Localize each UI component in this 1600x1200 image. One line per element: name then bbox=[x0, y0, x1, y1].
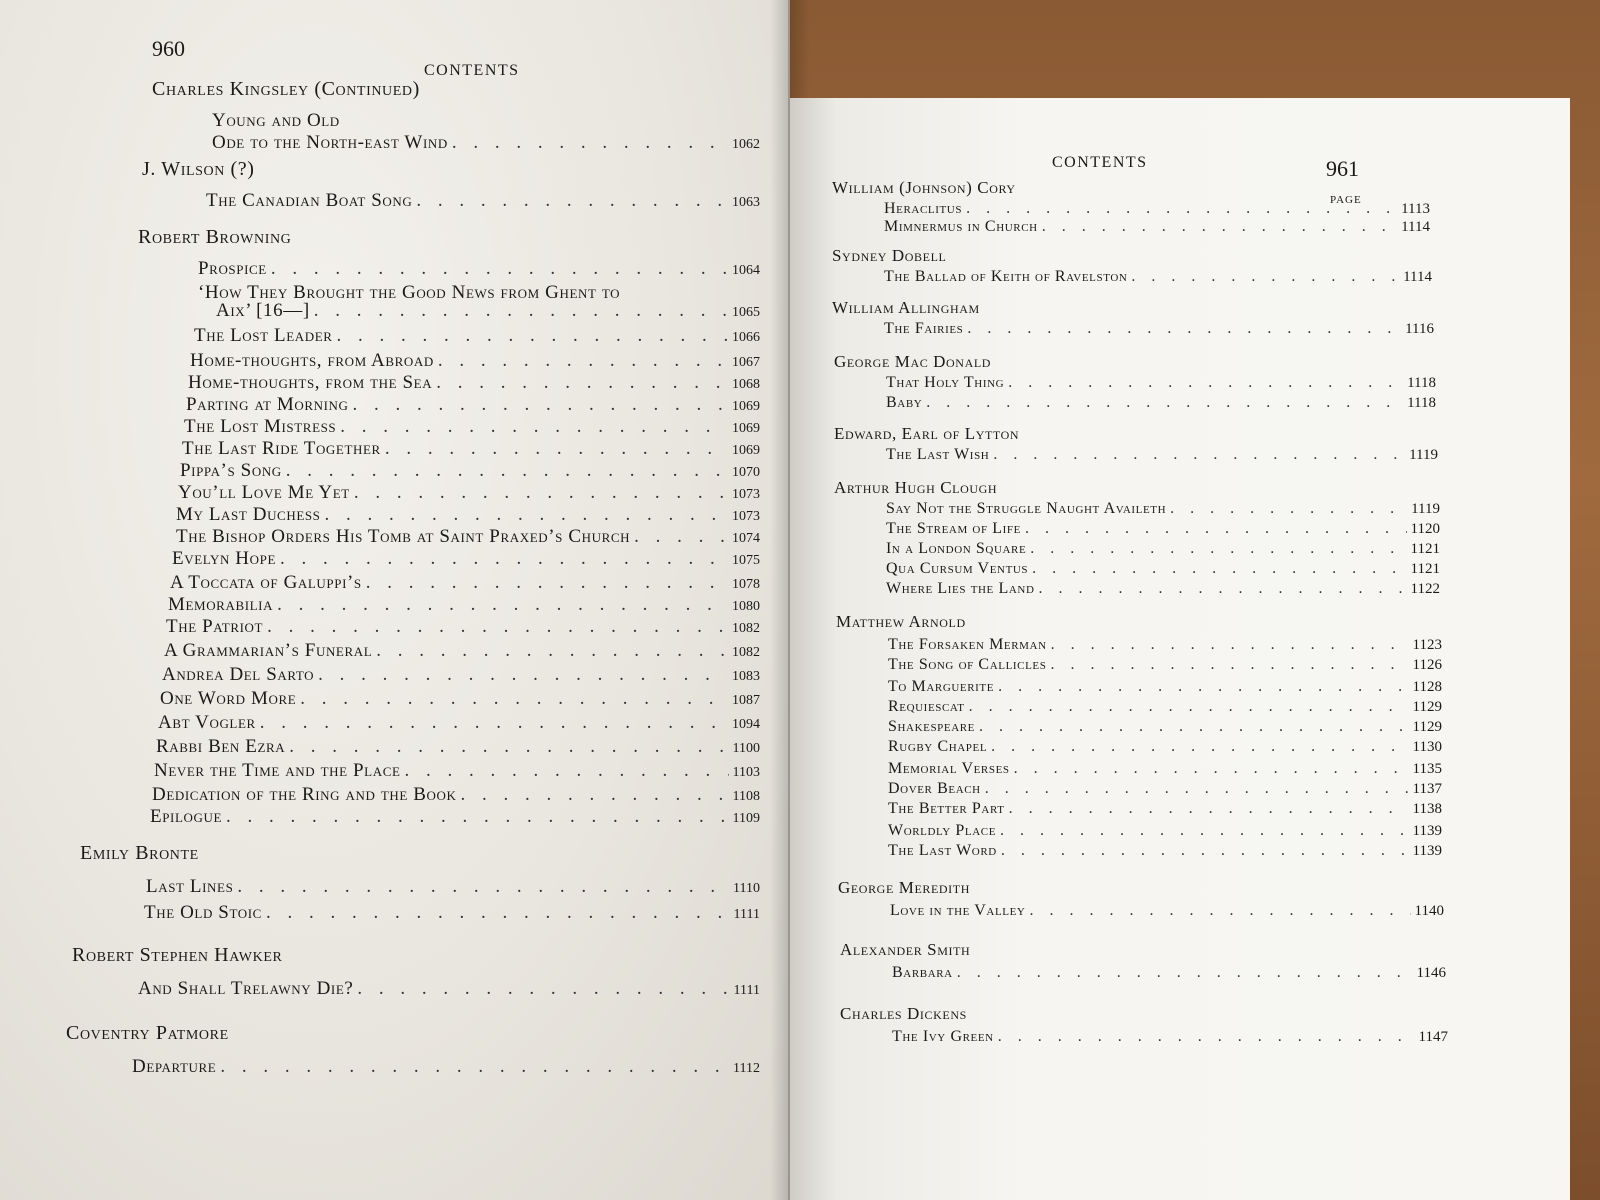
page-ref: 1109 bbox=[732, 811, 760, 826]
poem-title: The Stream of Life bbox=[886, 520, 1021, 537]
toc-entry bbox=[154, 760, 760, 782]
dot-leader bbox=[300, 688, 728, 710]
dot-leader bbox=[966, 200, 1397, 218]
dot-leader bbox=[1000, 822, 1409, 840]
toc-entry bbox=[886, 560, 1440, 578]
poem-title: ‘How They Brought the Good News from Ghent to bbox=[198, 282, 621, 303]
page-ref: 1128 bbox=[1412, 679, 1442, 695]
dot-leader bbox=[260, 712, 728, 734]
page-ref: 1129 bbox=[1412, 719, 1442, 735]
poem-title: Never the Time and the Place bbox=[154, 760, 401, 781]
toc-entry bbox=[160, 688, 760, 710]
poem-title: Shakespeare bbox=[888, 718, 976, 735]
author-name: Edward, Earl of Lytton bbox=[834, 424, 1020, 443]
dot-leader bbox=[271, 258, 728, 280]
toc-entry bbox=[198, 258, 760, 280]
poem-title: Departure bbox=[132, 1056, 217, 1077]
poem-title: Mimnermus in Church bbox=[884, 218, 1038, 235]
author-name: William (Johnson) Cory bbox=[832, 178, 1016, 197]
dot-leader bbox=[967, 320, 1401, 338]
toc-entry bbox=[884, 320, 1434, 338]
toc-entry bbox=[886, 540, 1440, 558]
dot-leader bbox=[1029, 902, 1410, 920]
poem-title: In a London Square bbox=[886, 540, 1027, 557]
toc-entry bbox=[176, 526, 760, 548]
toc-entry bbox=[212, 110, 760, 132]
page-ref: 1126 bbox=[1412, 657, 1442, 673]
toc-entry bbox=[884, 218, 1430, 236]
page-ref: 1067 bbox=[732, 355, 760, 370]
page-ref: 1130 bbox=[1412, 739, 1442, 755]
toc-entry bbox=[188, 372, 760, 394]
poem-title: The Canadian Boat Song bbox=[206, 190, 413, 211]
dot-leader bbox=[438, 350, 728, 372]
dot-leader bbox=[267, 616, 728, 638]
page-ref: 1114 bbox=[1401, 219, 1430, 235]
toc-entry bbox=[166, 616, 760, 638]
poem-title: That Holy Thing bbox=[886, 374, 1005, 391]
toc-entry bbox=[886, 394, 1436, 412]
page-ref: 1123 bbox=[1412, 637, 1442, 653]
dot-leader bbox=[1030, 540, 1406, 558]
author-name: J. Wilson (?) bbox=[142, 158, 255, 180]
toc-entry bbox=[146, 876, 760, 898]
page-ref: 1069 bbox=[732, 443, 760, 458]
dot-leader bbox=[634, 526, 728, 548]
poem-title: Heraclitus bbox=[884, 200, 963, 217]
poem-title: Memorabilia bbox=[168, 594, 274, 615]
toc-entry bbox=[212, 132, 760, 154]
poem-title: The Last Ride Together bbox=[182, 438, 381, 459]
dot-leader bbox=[405, 760, 729, 782]
dot-leader bbox=[1032, 560, 1406, 578]
author-name: Charles Kingsley (Continued) bbox=[152, 78, 420, 100]
toc-entry bbox=[216, 300, 760, 322]
author-name: Charles Dickens bbox=[840, 1004, 967, 1023]
poem-title: To Marguerite bbox=[888, 678, 995, 695]
dot-leader bbox=[266, 902, 730, 924]
page-ref: 1111 bbox=[733, 983, 760, 998]
page-ref: 1069 bbox=[732, 399, 760, 414]
page-ref: 1069 bbox=[732, 421, 760, 436]
dot-leader bbox=[1131, 268, 1399, 286]
dot-leader bbox=[985, 780, 1409, 798]
toc-entry bbox=[884, 268, 1432, 286]
page-ref: 1120 bbox=[1410, 521, 1440, 537]
dot-leader bbox=[1014, 760, 1409, 778]
toc-entry bbox=[176, 504, 760, 526]
poem-title: The Better Part bbox=[888, 800, 1005, 817]
poem-title: Where Lies the Land bbox=[886, 580, 1035, 597]
page-ref: 1103 bbox=[732, 765, 760, 780]
poem-title: Rugby Chapel bbox=[888, 738, 988, 755]
poem-title: Barbara bbox=[892, 964, 953, 981]
page-ref: 1118 bbox=[1407, 375, 1436, 391]
poem-title: Prospice bbox=[198, 258, 267, 279]
page-ref: 1147 bbox=[1418, 1029, 1448, 1045]
toc-entry bbox=[206, 190, 760, 212]
dot-leader bbox=[998, 678, 1408, 696]
author-name: Robert Stephen Hawker bbox=[72, 944, 283, 966]
dot-leader bbox=[979, 718, 1409, 736]
toc-entry bbox=[888, 636, 1442, 654]
dot-leader bbox=[277, 594, 728, 616]
toc-entry bbox=[194, 325, 760, 347]
author-name: Matthew Arnold bbox=[836, 612, 966, 631]
dot-leader bbox=[337, 325, 728, 347]
poem-title: Young and Old bbox=[212, 110, 340, 131]
dot-leader bbox=[1050, 656, 1408, 674]
dot-leader bbox=[1170, 500, 1407, 518]
toc-entry bbox=[888, 678, 1442, 696]
poem-title: Parting at Morning bbox=[186, 394, 349, 415]
page-ref: 1066 bbox=[732, 330, 760, 345]
dot-leader bbox=[926, 394, 1403, 412]
page-ref: 1110 bbox=[733, 881, 760, 896]
page-ref: 1087 bbox=[732, 693, 760, 708]
page-ref: 1073 bbox=[732, 487, 760, 502]
poem-title: Abt Vogler bbox=[158, 712, 256, 733]
author-name: Arthur Hugh Clough bbox=[834, 478, 998, 497]
poem-title: Requiescat bbox=[888, 698, 965, 715]
page-ref: 1082 bbox=[732, 645, 760, 660]
page-ref: 1121 bbox=[1410, 541, 1440, 557]
poem-title: Dover Beach bbox=[888, 780, 981, 797]
page-ref: 1073 bbox=[732, 509, 760, 524]
poem-title: The Ballad of Keith of Ravelston bbox=[884, 268, 1128, 285]
page-ref: 1138 bbox=[1412, 801, 1442, 817]
page-ref: 1139 bbox=[1412, 823, 1442, 839]
toc-entry bbox=[888, 800, 1442, 818]
page-ref: 1068 bbox=[732, 377, 760, 392]
toc-entry bbox=[888, 656, 1442, 674]
toc-entry bbox=[888, 822, 1442, 840]
toc-entry bbox=[886, 446, 1438, 464]
dot-leader bbox=[280, 548, 728, 570]
poem-title: Memorial Verses bbox=[888, 760, 1010, 777]
dot-leader bbox=[286, 460, 728, 482]
toc-entry bbox=[886, 374, 1436, 392]
dot-leader bbox=[957, 964, 1413, 982]
poem-title: Ode to the North-east Wind bbox=[212, 132, 448, 153]
dot-leader bbox=[1001, 842, 1409, 860]
toc-entry bbox=[884, 200, 1430, 218]
dot-leader bbox=[376, 640, 728, 662]
page-ref: 1111 bbox=[733, 907, 760, 922]
page-ref: 1083 bbox=[732, 669, 760, 684]
dot-leader bbox=[1008, 374, 1403, 392]
poem-title: Love in the Valley bbox=[890, 902, 1026, 919]
toc-entry bbox=[888, 698, 1442, 716]
toc-entry bbox=[888, 760, 1442, 778]
toc-entry bbox=[888, 718, 1442, 736]
toc-entry bbox=[170, 572, 760, 594]
page-ref: 1135 bbox=[1412, 761, 1442, 777]
poem-title: Say Not the Struggle Naught Availeth bbox=[886, 500, 1167, 517]
dot-leader bbox=[353, 394, 728, 416]
poem-title: Qua Cursum Ventus bbox=[886, 560, 1029, 577]
toc-entry bbox=[892, 1028, 1448, 1046]
dot-leader bbox=[998, 1028, 1415, 1046]
toc-entry bbox=[144, 902, 760, 924]
toc-entry bbox=[182, 438, 760, 460]
author-name: Alexander Smith bbox=[840, 940, 971, 959]
dot-leader bbox=[1009, 800, 1409, 818]
right-page bbox=[790, 98, 1570, 1200]
dot-leader bbox=[357, 978, 729, 1000]
poem-title: Aix’ [16—] bbox=[216, 300, 310, 321]
toc-entry bbox=[888, 842, 1442, 860]
page-number: 961 bbox=[1326, 156, 1359, 181]
page-column-label: PAGE bbox=[1330, 194, 1362, 206]
author-name: George Mac Donald bbox=[834, 352, 992, 371]
page-ref: 1074 bbox=[732, 531, 760, 546]
page-ref: 1114 bbox=[1403, 269, 1432, 285]
dot-leader bbox=[325, 504, 728, 526]
toc-entry bbox=[886, 580, 1440, 598]
poem-title: The Lost Mistress bbox=[184, 416, 337, 437]
left-page bbox=[0, 0, 790, 1200]
toc-entry bbox=[158, 712, 760, 734]
page-ref: 1064 bbox=[732, 263, 760, 278]
toc-entry bbox=[892, 964, 1446, 982]
poem-title: A Toccata of Galuppi’s bbox=[170, 572, 362, 593]
author-name: George Meredith bbox=[838, 878, 970, 897]
page-ref: 1070 bbox=[732, 465, 760, 480]
poem-title: The Last Word bbox=[888, 842, 997, 859]
page-ref: 1137 bbox=[1412, 781, 1442, 797]
poem-title: Evelyn Hope bbox=[172, 548, 276, 569]
toc-entry bbox=[180, 460, 760, 482]
toc-entry bbox=[156, 736, 760, 758]
left-page-content bbox=[0, 0, 790, 1200]
toc-entry bbox=[886, 520, 1440, 538]
page-header: CONTENTS bbox=[1052, 154, 1148, 171]
page-ref: 1094 bbox=[732, 717, 760, 732]
toc-entry bbox=[162, 664, 760, 686]
toc-entry bbox=[888, 780, 1442, 798]
author-name: Sydney Dobell bbox=[832, 246, 947, 265]
toc-entry bbox=[152, 784, 760, 806]
page-header: CONTENTS bbox=[424, 62, 520, 79]
dot-leader bbox=[1051, 636, 1409, 654]
page-ref: 1139 bbox=[1412, 843, 1442, 859]
page-ref: 1119 bbox=[1411, 501, 1440, 517]
poem-title: And Shall Trelawny Die? bbox=[138, 978, 354, 999]
page-ref: 1082 bbox=[732, 621, 760, 636]
poem-title: The Ivy Green bbox=[892, 1028, 994, 1045]
page-ref: 1146 bbox=[1416, 965, 1446, 981]
page-ref: 1080 bbox=[732, 599, 760, 614]
page-ref: 1113 bbox=[1401, 201, 1430, 217]
page-ref: 1108 bbox=[732, 789, 760, 804]
toc-entry bbox=[890, 902, 1444, 920]
poem-title: Worldly Place bbox=[888, 822, 997, 839]
toc-entry bbox=[886, 500, 1440, 518]
author-name: Coventry Patmore bbox=[66, 1022, 229, 1044]
poem-title: The Patriot bbox=[166, 616, 264, 637]
page-number: 960 bbox=[152, 36, 185, 61]
dot-leader bbox=[314, 300, 728, 322]
dot-leader bbox=[460, 784, 728, 806]
poem-title: The Forsaken Merman bbox=[888, 636, 1047, 653]
toc-entry bbox=[172, 548, 760, 570]
page-ref: 1121 bbox=[1410, 561, 1440, 577]
dot-leader bbox=[416, 190, 728, 212]
page-ref: 1075 bbox=[732, 553, 760, 568]
dot-leader bbox=[991, 738, 1408, 756]
poem-title: The Bishop Orders His Tomb at Saint Praxed’s Church bbox=[176, 526, 631, 547]
page-ref: 1122 bbox=[1410, 581, 1440, 597]
poem-title: Epilogue bbox=[150, 806, 223, 827]
poem-title: Last Lines bbox=[146, 876, 234, 897]
toc-entry bbox=[178, 482, 760, 504]
poem-title: Andrea Del Sarto bbox=[162, 664, 315, 685]
dot-leader bbox=[354, 482, 728, 504]
page-ref: 1116 bbox=[1405, 321, 1434, 337]
toc-entry bbox=[138, 978, 760, 1000]
page-ref: 1065 bbox=[732, 305, 760, 320]
poem-title: My Last Duchess bbox=[176, 504, 321, 525]
dot-leader bbox=[340, 416, 728, 438]
dot-leader bbox=[1025, 520, 1407, 538]
dot-leader bbox=[226, 806, 729, 828]
page-ref: 1063 bbox=[732, 195, 760, 210]
toc-entry bbox=[190, 350, 760, 372]
poem-title: A Grammarian’s Funeral bbox=[164, 640, 373, 661]
dot-leader bbox=[436, 372, 728, 394]
page-ref: 1062 bbox=[732, 137, 760, 152]
dot-leader bbox=[289, 736, 728, 758]
dot-leader bbox=[366, 572, 728, 594]
dot-leader bbox=[237, 876, 729, 898]
toc-entry bbox=[888, 738, 1442, 756]
page-ref: 1119 bbox=[1409, 447, 1438, 463]
toc-entry bbox=[168, 594, 760, 616]
dot-leader bbox=[993, 446, 1405, 464]
poem-title: Dedication of the Ring and the Book bbox=[152, 784, 457, 805]
poem-title: One Word More bbox=[160, 688, 297, 709]
page-ref: 1129 bbox=[1412, 699, 1442, 715]
dot-leader bbox=[220, 1056, 729, 1078]
dot-leader bbox=[1038, 580, 1406, 598]
poem-title: The Fairies bbox=[884, 320, 964, 337]
poem-title: The Song of Callicles bbox=[888, 656, 1047, 673]
dot-leader bbox=[318, 664, 728, 686]
poem-title: Rabbi Ben Ezra bbox=[156, 736, 286, 757]
poem-title: Home-thoughts, from Abroad bbox=[190, 350, 434, 371]
author-name: William Allingham bbox=[832, 298, 980, 317]
poem-title: The Last Wish bbox=[886, 446, 990, 463]
page-ref: 1100 bbox=[732, 741, 760, 756]
poem-title: You’ll Love Me Yet bbox=[178, 482, 350, 503]
toc-entry bbox=[150, 806, 760, 828]
dot-leader bbox=[1042, 218, 1397, 236]
toc-entry bbox=[132, 1056, 760, 1078]
dot-leader bbox=[385, 438, 728, 460]
dot-leader bbox=[452, 132, 728, 154]
page-ref: 1112 bbox=[733, 1061, 760, 1076]
page-ref: 1078 bbox=[732, 577, 760, 592]
poem-title: The Lost Leader bbox=[194, 325, 333, 346]
poem-title: Pippa’s Song bbox=[180, 460, 282, 481]
toc-entry bbox=[164, 640, 760, 662]
poem-title: Baby bbox=[886, 394, 923, 411]
page-ref: 1140 bbox=[1414, 903, 1444, 919]
dot-leader bbox=[969, 698, 1409, 716]
poem-title: The Old Stoic bbox=[144, 902, 262, 923]
toc-entry bbox=[186, 394, 760, 416]
poem-title: Home-thoughts, from the Sea bbox=[188, 372, 433, 393]
toc-entry bbox=[184, 416, 760, 438]
author-name: Emily Bronte bbox=[80, 842, 199, 864]
page-ref: 1118 bbox=[1407, 395, 1436, 411]
author-name: Robert Browning bbox=[138, 226, 292, 248]
